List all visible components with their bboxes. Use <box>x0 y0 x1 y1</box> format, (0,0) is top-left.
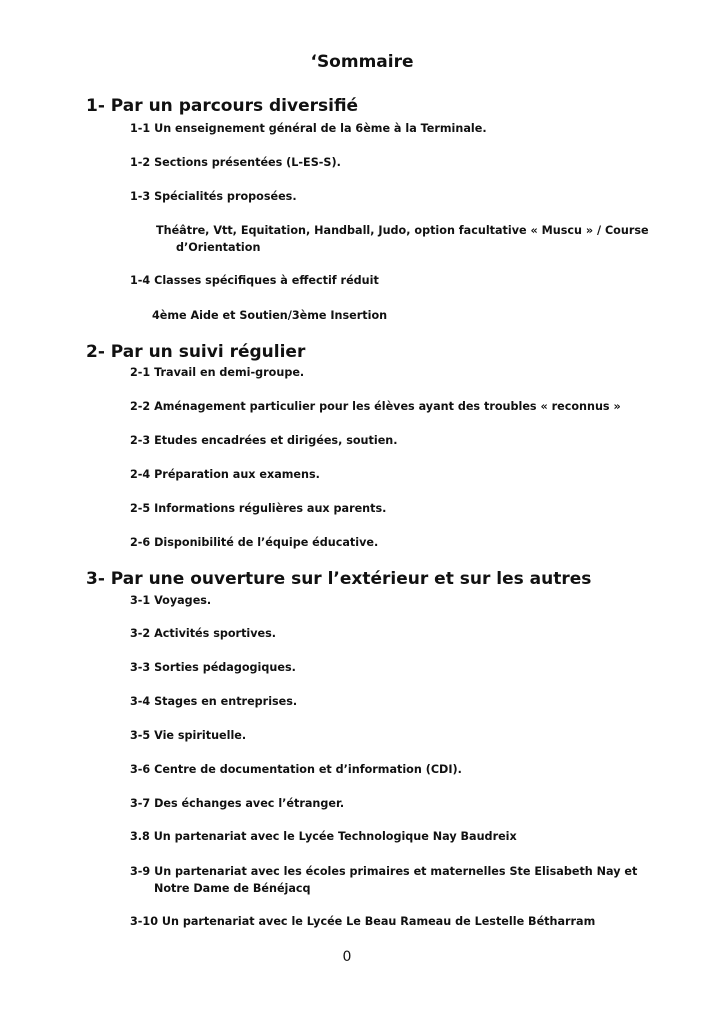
section-2-heading: 2- Par un suivi régulier <box>86 342 306 362</box>
item-1-3: 1-3 Spécialités proposées. <box>130 190 297 203</box>
classes-detail: 4ème Aide et Soutien/3ème Insertion <box>152 309 388 322</box>
item-2-5: 2-5 Informations régulières aux parents. <box>130 502 387 515</box>
item-3-5: 3-5 Vie spirituelle. <box>130 729 247 742</box>
item-3-10: 3-10 Un partenariat avec le Lycée Le Beau Rameau de Lestelle Bétharram <box>130 915 596 928</box>
item-3-6: 3-6 Centre de documentation et d’information (CDI). <box>130 763 462 776</box>
section-3-heading: 3- Par une ouverture sur l’extérieur et sur les autres <box>86 569 592 589</box>
item-3-4: 3-4 Stages en entreprises. <box>130 695 298 708</box>
section-1-heading: 1- Par un parcours diversifié <box>86 96 359 116</box>
page-title: ‘Sommaire <box>310 52 414 72</box>
page-number: 0 <box>342 949 352 965</box>
item-3-1: 3-1 Voyages. <box>130 594 212 607</box>
item-3-2: 3-2 Activités sportives. <box>130 627 277 640</box>
item-1-1: 1-1 Un enseignement général de la 6ème à la Terminale. <box>130 122 487 135</box>
item-2-3: 2-3 Etudes encadrées et dirigées, soutien. <box>130 434 398 447</box>
item-3-8: 3.8 Un partenariat avec le Lycée Technologique Nay Baudreix <box>130 830 517 843</box>
item-2-2: 2-2 Aménagement particulier pour les élèves ayant des troubles « reconnus » <box>130 400 621 413</box>
item-1-2: 1-2 Sections présentées (L-ES-S). <box>130 156 341 169</box>
specialites-detail: Théâtre, Vtt, Equitation, Handball, Judo, option facultative « Muscu » / Course d’Orientation <box>156 224 649 254</box>
item-3-9: 3-9 Un partenariat avec les écoles primaires et maternelles Ste Elisabeth Nay et Notre Dame de Bénéjacq <box>130 865 638 895</box>
item-3-3: 3-3 Sorties pédagogiques. <box>130 661 296 674</box>
item-2-4: 2-4 Préparation aux examens. <box>130 468 320 481</box>
item-2-6: 2-6 Disponibilité de l’équipe éducative. <box>130 536 379 549</box>
item-2-1: 2-1 Travail en demi-groupe. <box>130 366 305 379</box>
item-3-7: 3-7 Des échanges avec l’étranger. <box>130 797 345 810</box>
item-1-4: 1-4 Classes spécifiques à effectif réduit <box>130 274 379 287</box>
